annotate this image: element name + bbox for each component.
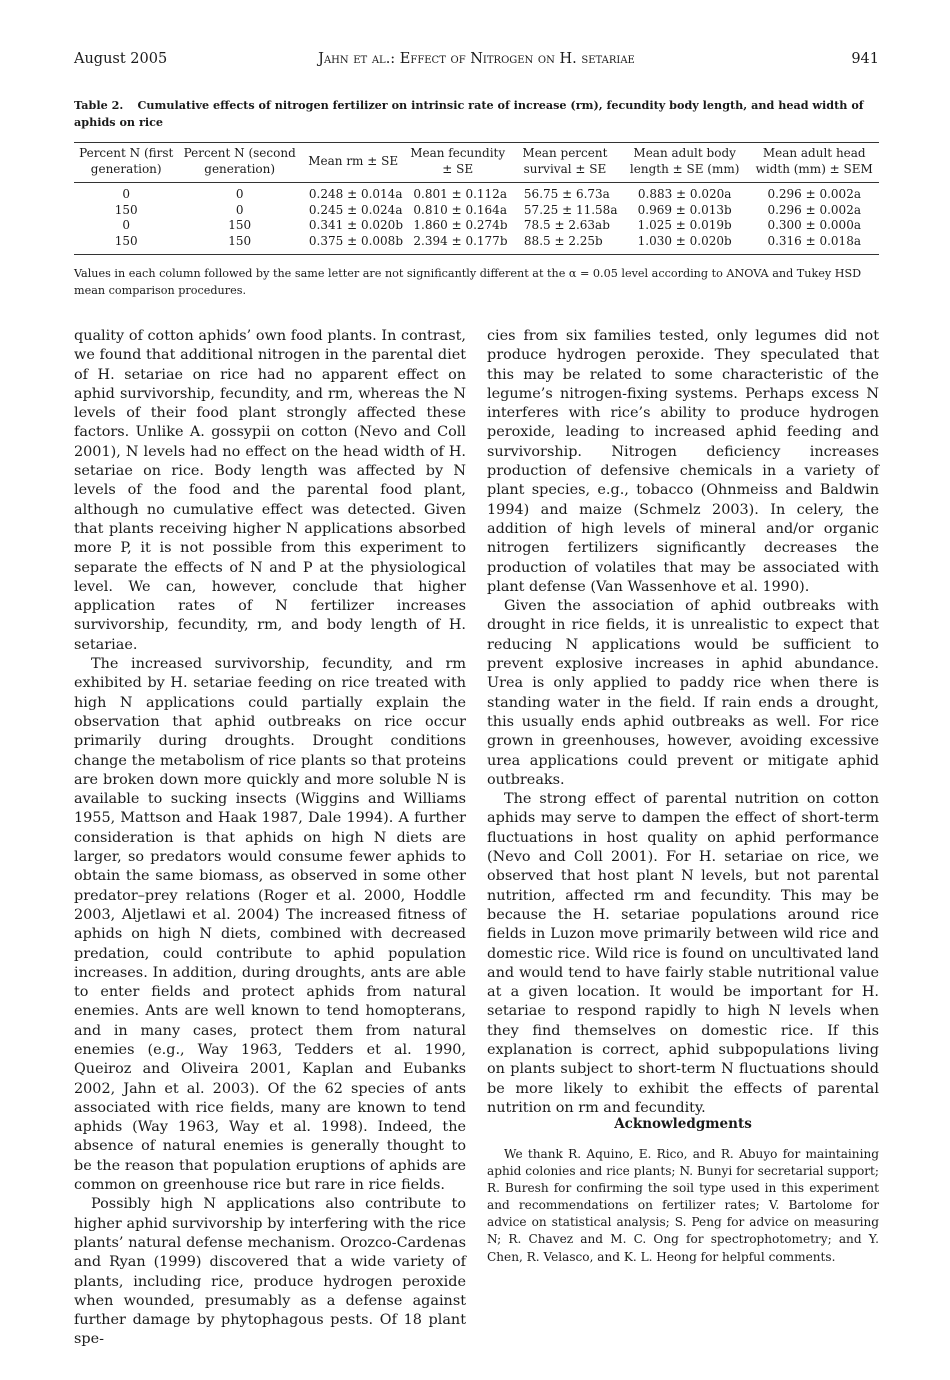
header-date: August 2005	[74, 51, 168, 67]
table-cell: 0.801 ± 0.112a	[413, 187, 507, 201]
table-row	[74, 203, 879, 219]
table-cell: 1.860 ± 0.274b	[413, 218, 508, 232]
table-cell: 0.296 ± 0.002a	[767, 187, 861, 201]
table-cell: 150	[114, 202, 138, 217]
table-cell: 0.969 ± 0.013b	[637, 202, 732, 217]
table-cell: 0.300 ± 0.000a	[767, 218, 861, 232]
table-cell: 56.75 ± 6.73a	[523, 187, 610, 201]
acknowledgments-text: We thank R. Aquino, E. Rico, and R. Abuyo for maintaining aphid colonies and rice plants; N. Bunyi for secretarial support; R. Buresh for confirming the soil type used in this experiment and recommendations on fertilizer rates; V. Bartolome for advice on statistical analysis; S. Peng for advice on measuring N; R. Chavez and M. C. Ong for spectrophotometry; and Y. Chen, R. Velasco, and K. L. Heong for helpful comments.	[487, 1147, 879, 1264]
table-cell: 150	[114, 233, 138, 248]
body-column-left	[74, 327, 466, 1350]
column-header: Mean fecundity ± SE	[405, 143, 510, 183]
table-cell: 150	[228, 218, 252, 232]
table-cell: 0	[235, 202, 244, 217]
table-cell: 78.5 ± 2.63ab	[523, 218, 610, 232]
table-cell: 57.25 ± 11.58a	[523, 202, 618, 217]
table-cell: 1.025 ± 0.019b	[637, 218, 732, 232]
table-cell: 0.296 ± 0.002a	[767, 202, 861, 217]
body-paragraph: The increased survivorship, fecundity, and rm exhibited by H. setariae feeding on rice treated with high N applications could partially explain the observation that aphid outbreaks on rice occur primarily during droughts. Drought conditions change the metabolism of rice plants so that proteins are broken down more quickly and more soluble N is available to sucking insects (Wiggins and Williams 1955, Mattson and Haak 1987, Dale 1994). A further consideration is that aphids on high N diets are larger, so predators would consume fewer aphids to obtain the same biomass, as observed in some other predator–prey relations (Roger et al. 2000, Hoddle 2003, Aljetlawi et al. 2004) The increased fitness of aphids on high N diets, combined with decreased predation, could contribute to aphid population increases. In addition, during droughts, ants are able to enter fields and protect aphids from natural enemies. Ants are well known to tend homopterans, and in many cases, protect them from natural enemies (e.g., Way 1963, Tedders et al. 1990, Queiroz and Oliveira 2001, Kaplan and Eubanks 2002, Jahn et al. 2003). Of the 62 species of ants associated with rice fields, many are known to tend aphids (Way 1963, Way et al. 1998). Indeed, the absence of natural enemies is generally thought to be the reason that population eruptions of aphids are common on greenhouse rice but rare in rice fields.	[74, 656, 466, 1194]
table-cell: 0.375 ± 0.008b	[308, 233, 403, 248]
acknowledgments-heading: Acknowledgments	[614, 1116, 752, 1132]
table-row	[74, 234, 879, 255]
column-header: Percent N (first generation)	[74, 143, 178, 183]
body-paragraph: The strong effect of parental nutrition on cotton aphids may serve to dampen the effect of short-term fluctuations in host quality on aphid performance (Nevo and Coll 2001). For H. setariae on rice, we observed that host plant N levels, but not parental nutrition, affected rm and fecundity. This may be because the H. setariae populations around rice fields in Luzon move primarily between wild rice and domestic rice. Wild rice is found on uncultivated land and would tend to have fairly stable nutritional value at a given location. It would be important for H. setariae to respond rapidly to high N levels when they find themselves on domestic rice. If this explanation is correct, aphid subpopulations living on plants subject to short-term N fluctuations should be more likely to exhibit the effects of parental nutrition on rm and fecundity.	[487, 791, 879, 1116]
table-row	[74, 183, 879, 203]
body-paragraph: cies from six families tested, only legumes did not produce hydrogen peroxide. They speculated that this may be related to some characteristic of the legume’s nitrogen-fixing systems. Perhaps excess N interferes with rice’s ability to produce hydrogen peroxide, leading to increased aphid feeding and survivorship. Nitrogen deficiency increases production of defensive chemicals in a variety of plant species, e.g., tobacco (Ohnmeiss and Baldwin 1994) and maize (Schmelz 2003). In celery, the addition of high levels of mineral and/or organic nitrogen fertilizers significantly decreases the production of volatiles that may be associated with plant defense (Van Wassenhove et al. 1990).	[487, 328, 879, 595]
table-row	[74, 218, 879, 234]
column-header: Mean rm ± SE	[301, 143, 406, 183]
results-table	[74, 142, 879, 255]
column-header: Mean adult head width (mm) ± SEM	[749, 143, 879, 183]
table-cell: 88.5 ± 2.25b	[523, 233, 603, 248]
table-caption	[74, 97, 879, 131]
body-column-right	[487, 327, 879, 1118]
body-paragraph: quality of cotton aphids’ own food plants. In contrast, we found that additional nitrogen in the parental diet of H. setariae on rice had no apparent effect on aphid survivorship, fecundity, and rm, whereas the N levels of their food plant strongly affected these factors. Unlike A. gossypii on cotton (Nevo and Coll 2001), N levels had no effect on the head width of H. setariae on rice. Body length was affected by N levels of the food and the parental food plant, although no cumulative effect was detected. Given that plants receiving higher N applications absorbed more P, it is not possible from this experiment to separate the effects of N and P at the physiological level. We can, however, conclude that higher application rates of N fertilizer increases survivorship, fecundity, rm, and body length of H. setariae.	[74, 328, 466, 653]
column-header: Mean percent survival ± SE	[510, 143, 620, 183]
running-head	[74, 51, 879, 71]
body-paragraph: Given the association of aphid outbreaks with drought in rice fields, it is unrealistic to expect that reducing N applications would be sufficient to prevent explosive increases in aphid abundance. Urea is only applied to paddy rice when there is standing water in the field. If rain ends a drought, this usually ends aphid outbreaks as well. For rice grown in greenhouses, however, avoiding excessive urea applications could prevent or mitigate aphid outbreaks.	[487, 598, 879, 788]
body-paragraph: Possibly high N applications also contribute to higher aphid survivorship by interfering with the rice plants’ natural defense mechanism. Orozco-Cardenas and Ryan (1999) discovered that a wide variety of plants, including rice, produce hydrogen peroxide when wounded, presumably as a defense against further damage by phytophagous pests. Of 18 plant spe-	[74, 1196, 466, 1348]
table-cell: 2.394 ± 0.177b	[413, 233, 508, 248]
table-cell: 0.245 ± 0.024a	[308, 202, 403, 217]
table-cell: 0.810 ± 0.164a	[413, 202, 507, 217]
page-number: 941	[851, 51, 879, 67]
table-cell: 0	[122, 187, 131, 201]
table-caption-text: Cumulative effects of nitrogen fertilizer on intrinsic rate of increase (rm), fecundity body length, and head width of aphids on rice	[74, 98, 864, 129]
journal-page	[74, 0, 879, 1380]
column-header: Percent N (second generation)	[178, 143, 301, 183]
table-cell: 0.248 ± 0.014a	[308, 187, 403, 201]
table-cell: 0.883 ± 0.020a	[637, 187, 732, 201]
table-cell: 150	[228, 233, 252, 248]
column-header: Mean adult body length ± SE (mm)	[620, 143, 750, 183]
table-cell: 0	[235, 187, 244, 201]
table-label: Table 2.	[74, 98, 124, 112]
table-header-row	[74, 143, 879, 183]
table-footnote: Values in each column followed by the same letter are not significantly different at the α = 0.05 level according to ANOVA and Tukey HSD mean comparison procedures.	[74, 267, 862, 297]
table-cell: 0	[122, 218, 131, 232]
table-cell: 0.316 ± 0.018a	[767, 233, 861, 248]
header-title: Jahn et al.: Effect of Nitrogen on H. setariae	[318, 51, 635, 67]
table-cell: 1.030 ± 0.020b	[637, 233, 732, 248]
table-cell: 0.341 ± 0.020b	[308, 218, 403, 232]
